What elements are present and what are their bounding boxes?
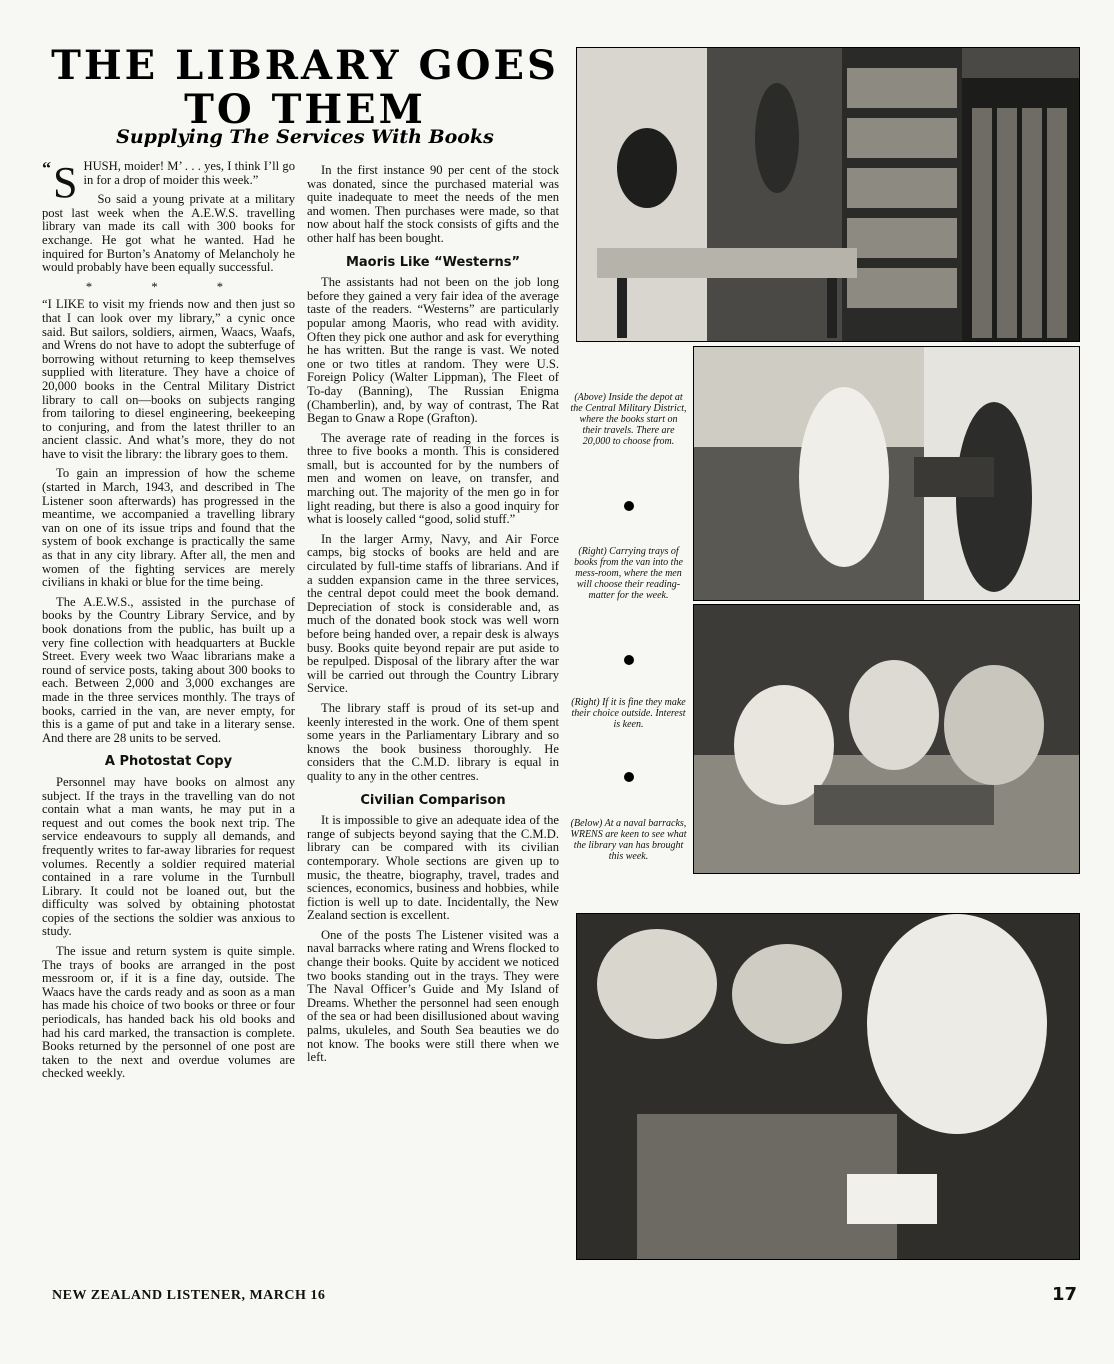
paragraph: “I LIKE to visit my friends now and then just so that I can look over my library,” a cynic once said. But sailors, soldiers, airmen, Waacs, Waafs, and Wrens do not have to adopt the subterfuge of borrowing without returning to keep themselves supplied with literature. They have a choice of 20,000 books in the Central Military District library to call on—books on subjects ranging from tailoring to diesel engineering, beekeeping to conjuring, and from the latest thriller to an ancient classic. And what’s more, they do not have to visit the library: the library goes to them. (42, 297, 295, 461)
photo-wrens-naval-barracks (576, 913, 1080, 1260)
page-number: 17 (1052, 1284, 1078, 1305)
caption-below-wrens: (Below) At a naval barracks, WRENS are keen to see what the library van has brought this week. (570, 818, 687, 862)
paragraph: So said a young private at a military post last week when the A.E.W.S. travelling library van made its call with 300 books for exchange. He got what he wanted. Had he inquired for Burton’s Anatomy of Melancholy he would probably have been equally successful. (42, 192, 295, 275)
footer-publication: NEW ZEALAND LISTENER, MARCH 16 (52, 1288, 326, 1303)
article-column-2 (307, 164, 559, 1071)
paragraph: In the larger Army, Navy, and Air Force camps, big stocks of books are held and are circulated by full-time staffs of librarians. And if a sudden expansion came in the three services, the central depot could meet the book demand. Depreciation of stock is considerable and, as much of the donated book stock was well worn before being handed over, a repair desk is always busy. Books quite beyond repair are put aside to be repulped. Disposal of the library after the war will be carried out through the Country Library Service. (307, 531, 559, 696)
photo-depot-interior (576, 47, 1080, 342)
paragraph: One of the posts The Listener visited was a naval barracks where rating and Wrens flocked to change their books. Quite by accident we noticed two books standing out in the trays. They were The Naval Officer’s Guide and My Island of Dreams. Whether the personnel had seen enough of the sea or had been disillusioned about waving palms, ukuleles, and South Sea beauties we do not know. The books were still there when we left. (307, 927, 559, 1065)
paragraph: In the first instance 90 per cent of the stock was donated, since the purchased material was quite inadequate to meet the needs of the men and women. Then purchases were made, so that now about half the stock consists of gifts and the other half has been bought. (307, 163, 559, 245)
paragraph: To gain an impression of how the scheme (started in March, 1943, and described in The Listener soon afterwards) has progressed in the meantime, we accompanied a travelling library van on one of its issue trips and found that the system of book exchange is practically the same as that in any city library. After all, the men and women of the fighting services are merely civilians in khaki or blue for the time being. (42, 466, 295, 590)
paragraph: The issue and return system is quite simple. The trays of books are arranged in the post messroom or, if it is a fine day, outside. The Waacs have the cards ready and as soon as a man has made his choice of two books or three or four periodicals, has handed back his old books and had his card marked, the transaction is complete. Books returned by the personnel of one post are taken to the next and overdue volumes are checked weekly. (42, 944, 295, 1081)
section-break: * * * (85, 279, 252, 294)
caption-above: (Above) Inside the depot at the Central Military District, where the books start on their travels. There are 20,000 to choose from. (570, 392, 687, 447)
photo-wrens-illustration (577, 914, 1079, 1259)
subheading-maoris: Maoris Like “Westerns” (345, 254, 521, 270)
paragraph: The A.E.W.S., assisted in the purchase of books by the Country Library Service, and by book donations from the public, has built up a very fine collection with headquarters at Buckle Street. Every week two Waac librarians make a round of service posts, taking about 300 books to each. Between 2,000 and 3,000 exchanges are made in the three services monthly. The trays of books, carried in the van, are never empty, for this is a game of put and take in a literary sense. And there are 28 units to be served. (42, 594, 295, 745)
subheadline: Supplying The Services With Books (116, 126, 494, 148)
drop-cap: S (53, 158, 78, 207)
photo-carrying-trays (693, 346, 1080, 601)
headline: THE LIBRARY GOES TO THEM (51, 42, 559, 133)
paragraph: The library staff is proud of its set-up and keenly interested in the work. One of them spent some years in the Parliamentary Library and so knows the book business thoroughly. He considers that the C.M.D. library is equal in quality to any in the other centres. (307, 700, 559, 783)
caption-right-outside: (Right) If it is fine they make their choice outside. Interest is keen. (571, 697, 686, 730)
subheading-civilian: Civilian Comparison (360, 792, 506, 808)
paragraph: Personnel may have books on almost any subject. If the trays in the travelling van do not contain what a man wants, he may put in a request and out comes the book next trip. The service endeavours to supply all demands, and frequently writes to far-away libraries for request volumes. Recently a soldier required material contained in a rare volume in the Turnbull Library. It could not be loaned out, but the difficulty was solved by obtaining photostat copies of the sections the soldier was anxious to study. (42, 774, 295, 939)
bullet-dot (624, 655, 634, 665)
article-column-1 (42, 160, 295, 1087)
bullet-dot (624, 772, 634, 782)
photo-outside-illustration (694, 605, 1079, 873)
subheading-photostat: A Photostat Copy (104, 754, 233, 770)
opening-paragraph: “ S HUSH, moider! M’ . . . yes, I think I’ll go in for a drop of moider this week.” (42, 158, 295, 207)
caption-right-carrying: (Right) Carrying trays of books from the van into the mess-room, where the men will choose their reading-matter for the week. (574, 546, 683, 601)
photo-depot-illustration (577, 48, 1079, 341)
bullet-dot (624, 501, 634, 511)
paragraph: The average rate of reading in the forces is three to five books a month. This is considered small, but is accounted for by the numbers of men and women on leave, on transfer, and marching out. The majority of the men go in for light reading, but there is also a good inquiry for what is loosely called “good, solid stuff.” (307, 430, 559, 527)
paragraph: It is impossible to give an adequate idea of the range of subjects beyond saying that the C.M.D. library can be compared with its civilian contemporary. Whole sections are given up to music, the theatre, biography, travel, trades and sciences, economics, business and hobbies, while fiction is well up to date. Incidentally, the New Zealand section is excellent. (307, 813, 559, 923)
paragraph: The assistants had not been on the job long before they gained a very fair idea of the average taste of the readers. “Westerns” are particularly popular among Maoris, who read with avidity. Often they pick one author and ask for everything he has written. But the range is vast. We noted one or two titles at random. They were U.S. Foreign Policy (Walter Lippman), The Fleet of To-day (Banning), The Russian Enigma (Chamberlin), and, by way of contrast, The Rat Began to Gnaw a Rope (Grafton). (307, 275, 559, 426)
photo-choosing-outside (693, 604, 1080, 874)
photo-trays-illustration (694, 347, 1079, 600)
